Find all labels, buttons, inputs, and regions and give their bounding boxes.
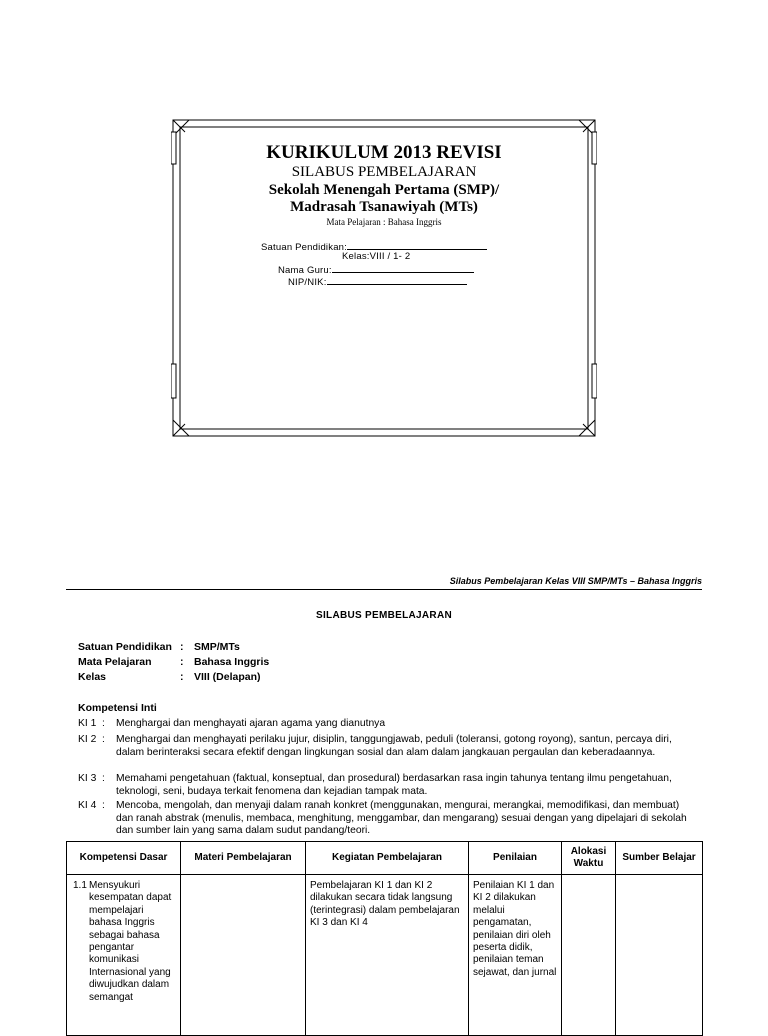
table-row — [67, 875, 703, 1036]
header-materi: Materi Pembelajaran — [181, 842, 306, 875]
document-title: SILABUS PEMBELAJARAN — [315, 610, 452, 621]
ki-number: KI 4 — [78, 800, 97, 811]
cover-school-line1: Sekolah Menengah Pertama (SMP)/ — [268, 182, 500, 198]
meta-key: Kelas — [78, 671, 107, 683]
cell-kegiatan: Pembelajaran KI 1 dan KI 2 dilakukan secara tidak langsung (terintegrasi) dalam pembelajaran KI 3 dan KI 4 — [306, 875, 469, 1036]
cover-satuan-label: Satuan Pendidikan: — [261, 242, 347, 253]
ki-text: Menghargai dan menghayati ajaran agama yang dianutnya — [116, 718, 386, 729]
cover-subtitle: SILABUS PEMBELAJARAN — [291, 164, 477, 180]
header-penilaian: Penilaian — [469, 842, 562, 875]
cell-alokasi — [562, 875, 616, 1036]
cover-guru-label: Nama Guru: — [278, 265, 332, 276]
meta-value: VIII (Delapan) — [194, 671, 261, 683]
cover-satuan-line — [347, 240, 487, 250]
meta-colon: : — [180, 656, 184, 668]
cover-title: KURIKULUM 2013 REVISI — [266, 142, 502, 163]
ki-colon: : — [102, 734, 105, 745]
cell-sumber — [616, 875, 703, 1036]
table-header-row — [67, 842, 703, 875]
ki-number: KI 2 — [78, 734, 97, 745]
cover-guru-line — [332, 263, 474, 273]
cover-nip-field — [288, 275, 467, 288]
header-alokasi: Alokasi Waktu — [562, 842, 616, 875]
cell-penilaian: Penilaian KI 1 dan KI 2 dilakukan melalui pengamatan, penilaian diri oleh peserta didik, penilaian teman sejawat, dan jurnal — [469, 875, 562, 1036]
cover-kelas-field: Kelas:VIII / 1- 2 — [342, 251, 411, 262]
cell-kompetensi-dasar — [67, 875, 181, 1036]
cover-nip-line — [327, 275, 467, 285]
kompetensi-inti-heading: Kompetensi Inti — [78, 702, 157, 714]
header-sumber: Sumber Belajar — [616, 842, 703, 875]
ki-number: KI 3 — [78, 773, 97, 784]
header-kegiatan: Kegiatan Pembelajaran — [306, 842, 469, 875]
meta-value: Bahasa Inggris — [194, 656, 270, 668]
meta-value: SMP/MTs — [194, 641, 240, 653]
cover-nip-label: NIP/NIK: — [288, 277, 327, 288]
cell-materi — [181, 875, 306, 1036]
meta-key: Satuan Pendidikan — [78, 641, 172, 653]
meta-key: Mata Pelajaran — [78, 656, 152, 668]
ki-text: Mencoba, mengolah, dan menyaji dalam ranah konkret (menggunakan, mengurai, merangkai, memodifikasi, dan membuat) dan ranah abstrak (menulis, membaca, menghitung, menggambar, dan mengarang) sesuai dengan yang dipelajari di sekolah dan sumber lain yang sama dalam sudut pandang/teori. — [116, 800, 687, 836]
ki-colon: : — [102, 800, 105, 811]
ki-number: KI 1 — [78, 718, 97, 729]
ki-text: Memahami pengetahuan (faktual, konseptual, dan prosedural) berdasarkan rasa ingin tahunya tentang ilmu pengetahuan, teknologi, seni, budaya terkait fenomena dan kejadian tampak mata. — [116, 773, 672, 797]
cover-subject-line: Mata Pelajaran : Bahasa Inggris — [326, 217, 442, 227]
ki-colon: : — [102, 773, 105, 784]
running-header: Silabus Pembelajaran Kelas VIII SMP/MTs – Bahasa Inggris — [449, 576, 702, 586]
cover-frame — [171, 118, 597, 438]
ki-text: Menghargai dan menghayati perilaku jujur, disiplin, tanggungjawab, peduli (toleransi, gotong royong), santun, percaya diri, dalam berinteraksi secara efektif dengan lingkungan sosial dan alam dalam jangkauan pergaulan dan keberadaannya. — [116, 734, 672, 758]
meta-colon: : — [180, 641, 184, 653]
header-rule — [66, 589, 702, 590]
meta-colon: : — [180, 671, 184, 683]
kd-item — [71, 880, 176, 1004]
header-kompetensi-dasar: Kompetensi Dasar — [67, 842, 181, 875]
ki-colon: : — [102, 718, 105, 729]
kd-number: 1.1 — [73, 880, 87, 891]
silabus-table — [66, 841, 703, 1036]
kd-text: Mensyukuri kesempatan dapat mempelajari bahasa Inggris sebagai bahasa pengantar komunikasi Internasional yang diwujudkan dalam semangat — [89, 880, 172, 1003]
cover-school-line2: Madrasah Tsanawiyah (MTs) — [290, 199, 478, 215]
